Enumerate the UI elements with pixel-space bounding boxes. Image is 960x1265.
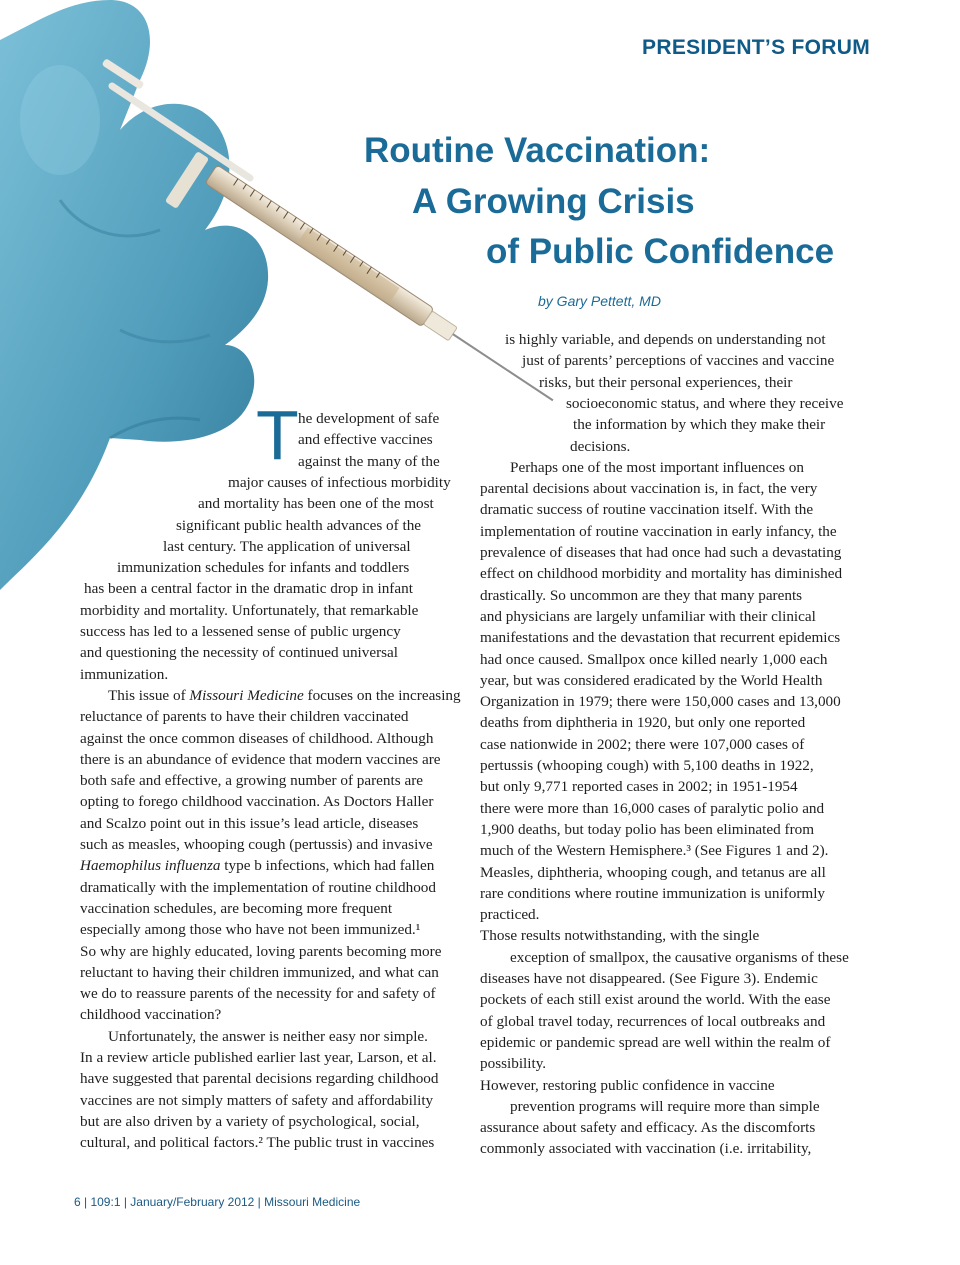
left-text-line: last century. The application of universal (163, 537, 411, 555)
left-text-line: cultural, and political factors.² The public trust in vaccines (80, 1134, 435, 1152)
left-text-line: major causes of infectious morbidity (228, 473, 451, 491)
right-text-line: pockets of each still exist around the world. With the ease (480, 991, 831, 1009)
left-text-line: has been a central factor in the dramatic drop in infant (84, 580, 413, 598)
left-text-line: and mortality has been one of the most (198, 495, 434, 513)
left-text-line: against the once common diseases of childhood. Although (80, 729, 434, 747)
left-text-line: immunization schedules for infants and toddlers (117, 559, 410, 577)
right-text-line: 1,900 deaths, but today polio has been eliminated from (480, 820, 815, 838)
left-text-line: This issue of Missouri Medicine focuses on the increasing (108, 686, 461, 704)
left-text-line: significant public health advances of the (176, 516, 422, 534)
left-text-line: vaccines are not simply matters of safety and affordability (80, 1091, 434, 1109)
left-text-line: Unfortunately, the answer is neither easy nor simple. (108, 1027, 428, 1045)
left-text-line: reluctant to having their children immunized, and what can (80, 963, 439, 981)
left-text-line: dramatically with the implementation of routine childhood (80, 878, 436, 896)
right-text-line: case nationwide in 2002; there were 107,000 cases of (480, 735, 805, 753)
left-text-line: and questioning the necessity of continued universal (80, 644, 399, 662)
section-label: PRESIDENT’S FORUM (642, 36, 870, 59)
left-text-line: morbidity and mortality. Unfortunately, that remarkable (80, 601, 419, 619)
right-text-line: and physicians are largely unfamiliar with their clinical (480, 607, 816, 625)
right-text-line: assurance about safety and efficacy. As the discomforts (480, 1119, 816, 1137)
right-text-line: prevalence of diseases that had once had such a devastating (480, 544, 842, 561)
left-text-line: such as measles, whooping cough (pertussis) and invasive (80, 836, 433, 853)
right-text-line: but only 9,771 reported cases in 2002; in 1951-1954 (480, 778, 798, 796)
title-line-2: A Growing Crisis (412, 182, 695, 221)
right-text-line: rare conditions where routine immunization is uniformly (480, 884, 826, 902)
right-text-line: epidemic or pandemic spread are well within the realm of (480, 1033, 831, 1051)
drop-cap: T (256, 396, 299, 474)
right-text-line: socioeconomic status, and where they receive (566, 394, 844, 412)
left-text-line: against the many of the (298, 452, 440, 470)
left-text-line: In a review article published earlier last year, Larson, et al. (80, 1049, 437, 1066)
title-line-1: Routine Vaccination: (364, 131, 711, 170)
left-text-line: opting to forego childhood vaccination. As Doctors Haller (80, 793, 434, 811)
right-text-line: risks, but their personal experiences, their (539, 373, 793, 391)
right-text-line: deaths from diphtheria in 1920, but only one reported (480, 714, 806, 732)
right-text-line: Organization in 1979; there were 150,000 cases and 13,000 (480, 693, 841, 711)
left-text-line: So why are highly educated, loving parents becoming more (80, 942, 442, 960)
right-text-line: implementation of routine vaccination in early infancy, the (480, 522, 837, 540)
left-text-line: especially among those who have not been immunized.¹ (80, 921, 421, 939)
right-text-line: effect on childhood morbidity and mortality has diminished (480, 565, 843, 583)
left-text-line: both safe and effective, a growing number of parents are (80, 772, 423, 790)
right-text-line: Measles, diphtheria, whooping cough, and tetanus are all (480, 863, 826, 881)
right-text-line: prevention programs will require more than simple (510, 1097, 820, 1115)
right-text-line: pertussis (whooping cough) with 5,100 deaths in 1922, (480, 757, 814, 774)
right-text-line: practiced. (480, 906, 540, 924)
right-text-line: much of the Western Hemisphere.³ (See Figures 1 and 2). (480, 842, 829, 860)
right-text-line: Perhaps one of the most important influences on (510, 458, 804, 476)
right-text-line: Those results notwithstanding, with the single (480, 927, 760, 945)
left-text-line: Haemophilus influenza type b infections, which had fallen (80, 857, 435, 875)
left-text-line: but are also driven by a variety of psychological, social, (80, 1112, 420, 1130)
left-text-line: we do to reassure parents of the necessity for and safety of (80, 985, 436, 1003)
left-text-line: he development of safe (298, 410, 440, 427)
right-text-line: dramatic success of routine vaccination itself. With the (480, 501, 814, 519)
right-text-line: commonly associated with vaccination (i.e. irritability, (480, 1140, 812, 1158)
right-text-line: drastically. So uncommon are they that many parents (480, 586, 803, 604)
left-text-line: immunization. (80, 665, 169, 683)
right-text-line: just of parents’ perceptions of vaccines and vaccine (522, 352, 835, 370)
right-text-line: of global travel today, recurrences of local outbreaks and (480, 1012, 826, 1030)
left-text-line: reluctance of parents to have their children vaccinated (80, 708, 409, 726)
left-text-line: there is an abundance of evidence that modern vaccines are (80, 750, 441, 768)
right-text-line: possibility. (480, 1055, 547, 1073)
right-text-line: decisions. (570, 437, 631, 455)
right-text-line: However, restoring public confidence in vaccine (480, 1076, 775, 1094)
right-text-line: exception of smallpox, the causative organisms of these (510, 948, 849, 966)
right-text-line: diseases have not disappeared. (See Figure 3). Endemic (480, 970, 818, 987)
byline: by Gary Pettett, MD (538, 293, 661, 309)
left-text-line: vaccination schedules, are becoming more frequent (80, 899, 393, 917)
left-text-line: have suggested that parental decisions regarding childhood (80, 1070, 439, 1088)
left-text-line: and effective vaccines (298, 431, 433, 449)
right-text-line: parental decisions about vaccination is, in fact, the very (480, 480, 818, 498)
left-text-line: childhood vaccination? (80, 1006, 222, 1024)
right-text-line: had once caused. Smallpox once killed nearly 1,000 each (480, 650, 828, 668)
page-footer: 6 | 109:1 | January/February 2012 | Missouri Medicine (74, 1195, 361, 1209)
right-text-line: is highly variable, and depends on understanding not (505, 331, 826, 348)
right-text-line: the information by which they make their (573, 416, 826, 434)
left-text-line: and Scalzo point out in this issue’s lead article, diseases (80, 814, 419, 832)
left-text-line: success has led to a lessened sense of public urgency (80, 623, 401, 640)
title-line-3: of Public Confidence (486, 232, 835, 271)
right-text-line: year, but was considered eradicated by the World Health (480, 671, 823, 689)
right-text-line: manifestations and the devastation that recurrent epidemics (480, 629, 841, 647)
right-text-line: there were more than 16,000 cases of paralytic polio and (480, 799, 825, 817)
